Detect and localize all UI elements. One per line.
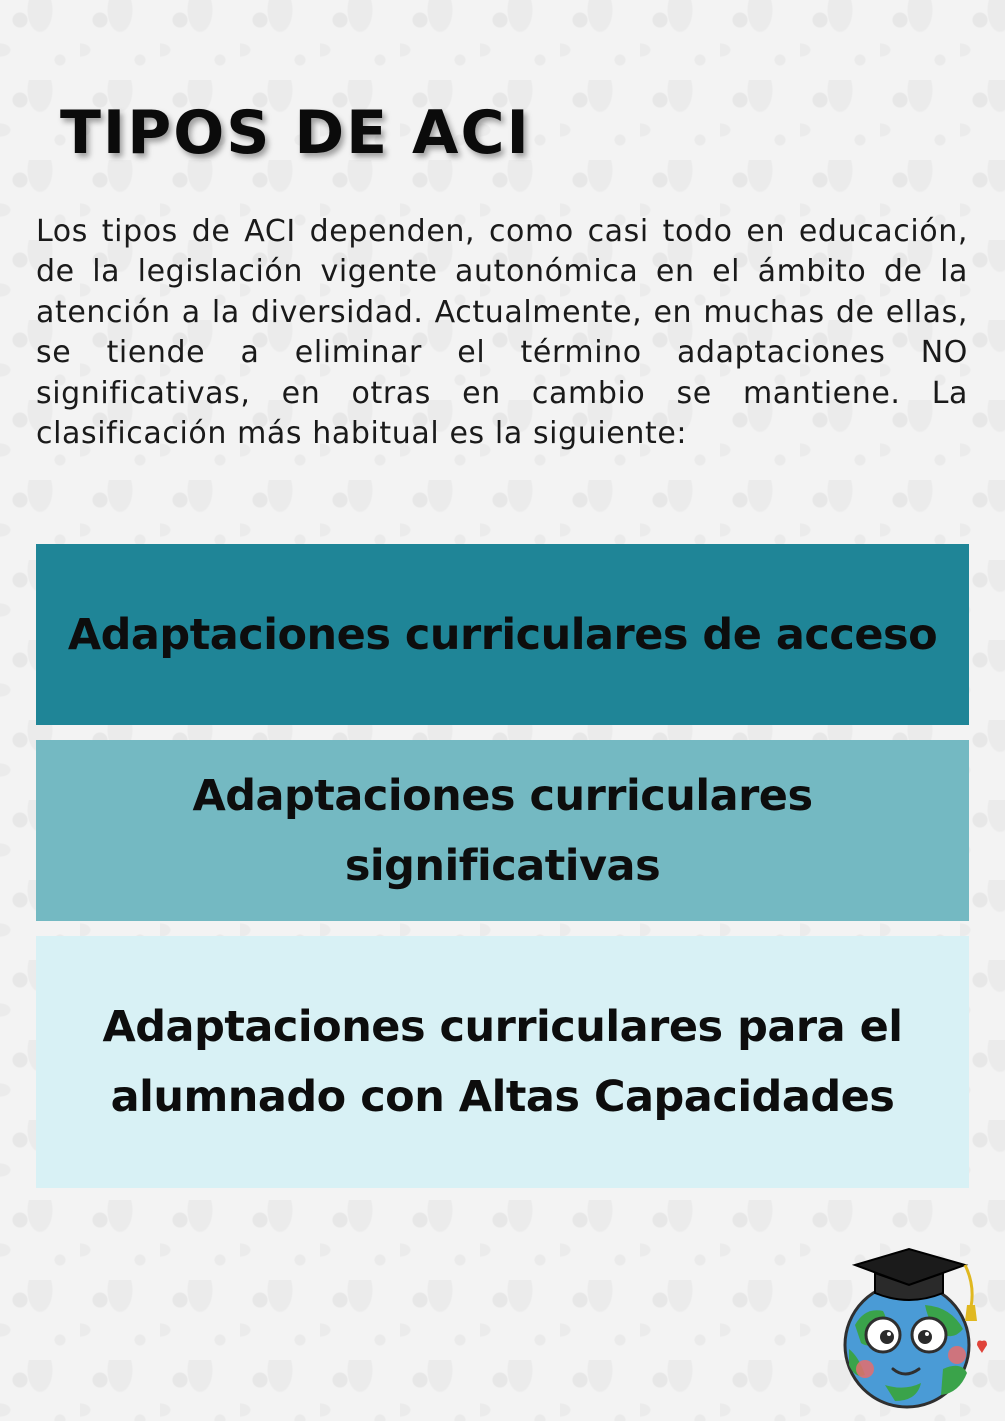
globe-graduation-cap-icon xyxy=(825,1245,995,1410)
aci-type-access xyxy=(36,544,969,725)
aci-type-high-abilities-label: Adaptaciones curriculares para el alumnado con Altas Capacidades xyxy=(102,1002,903,1122)
aci-type-access-label: Adaptaciones curriculares de acceso xyxy=(67,609,938,660)
aci-type-high-abilities xyxy=(36,936,969,1188)
page-title: TIPOS DE ACI xyxy=(60,98,531,168)
intro-paragraph: Los tipos de ACI dependen, como casi todo en educación, de la legislación vigente autonómica en el ámbito de la atención a la diversidad. Actualmente, en muchas de ellas, se tiende a eliminar el término adaptaciones NO significativas, en otras en cambio se mantiene. La clasificación más habitual es la siguiente: xyxy=(36,214,968,452)
aci-type-significant-label: Adaptaciones curriculares significativas xyxy=(192,770,813,891)
aci-type-significant xyxy=(36,740,969,921)
